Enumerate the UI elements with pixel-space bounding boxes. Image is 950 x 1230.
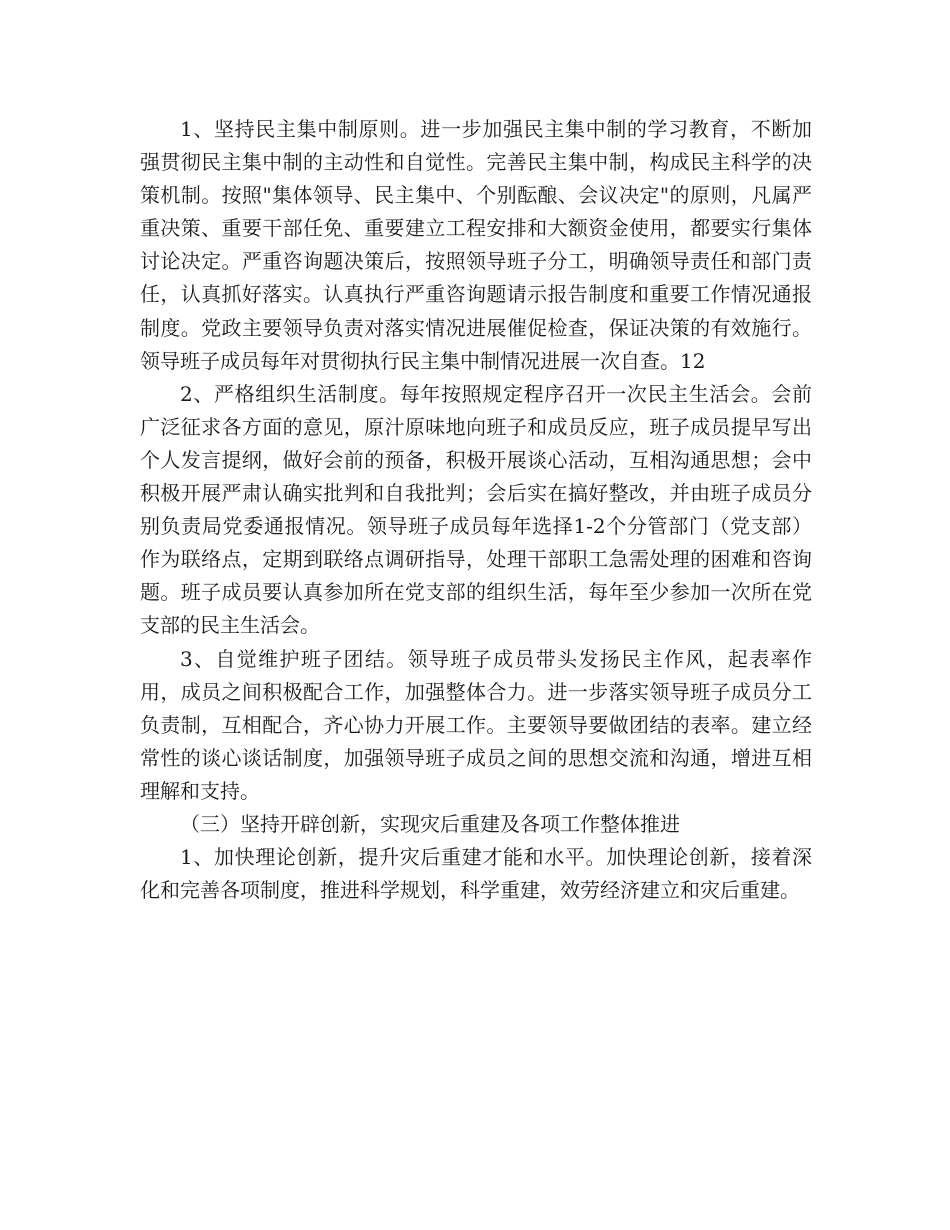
paragraph-theory-innovation: 1、加快理论创新，提升灾后重建才能和水平。加快理论创新，接着深化和完善各项制度，推进科学规划，科学重建，效劳经济建立和灾后重建。 [140,845,812,903]
section-heading: （三）坚持开辟创新，实现灾后重建及各项工作整体推进 [180,811,680,836]
paragraph-team-unity: 3、自觉维护班子团结。领导班子成员带头发扬民主作风，起表率作用，成员之间积极配合工作，加强整体合力。进一步落实领导班子成员分工负责制，互相配合，齐心协力开展工作。主要领导要做团结的表率。建立经常性的谈心谈话制度，加强领导班子成员之间的思想交流和沟通，增进互相理解和支持。 [140,646,812,803]
paragraph-democratic-centralism: 1、坚持民主集中制原则。进一步加强民主集中制的学习教育，不断加强贯彻民主集中制的主动性和自觉性。完善民主集中制，构成民主科学的决策机制。按照"集体领导、民主集中、个别酝酿、会议决定"的原则，凡属严重决策、重要干部任免、重要建立工程安排和大额资金使用，都要实行集体讨论决定。严重咨询题决策后，按照领导班子分工，明确领导责任和部门责任，认真抓好落实。认真执行严重咨询题请示报告制度和重要工作情况通报制度。党政主要领导负责对落实情况进展催促检查，保证决策的有效施行。领导班子成员每年对贯彻执行民主集中制情况进展一次自查。12 [140,117,812,373]
paragraph-organizational-life: 2、严格组织生活制度。每年按照规定程序召开一次民主生活会。会前广泛征求各方面的意见，原汁原味地向班子和成员反应，班子成员提早写出个人发言提纲，做好会前的预备，积极开展谈心活动，互相沟通思想；会中积极开展严肃认确实批判和自我批判；会后实在搞好整改，并由班子成员分别负责局党委通报情况。领导班子成员每年选择1-2个分管部门（党支部）作为联络点，定期到联络点调研指导，处理干部职工急需处理的困难和咨询题。班子成员要认真参加所在党支部的组织生活，每年至少参加一次所在党支部的民主生活会。 [140,381,812,638]
document-body [140,113,812,907]
